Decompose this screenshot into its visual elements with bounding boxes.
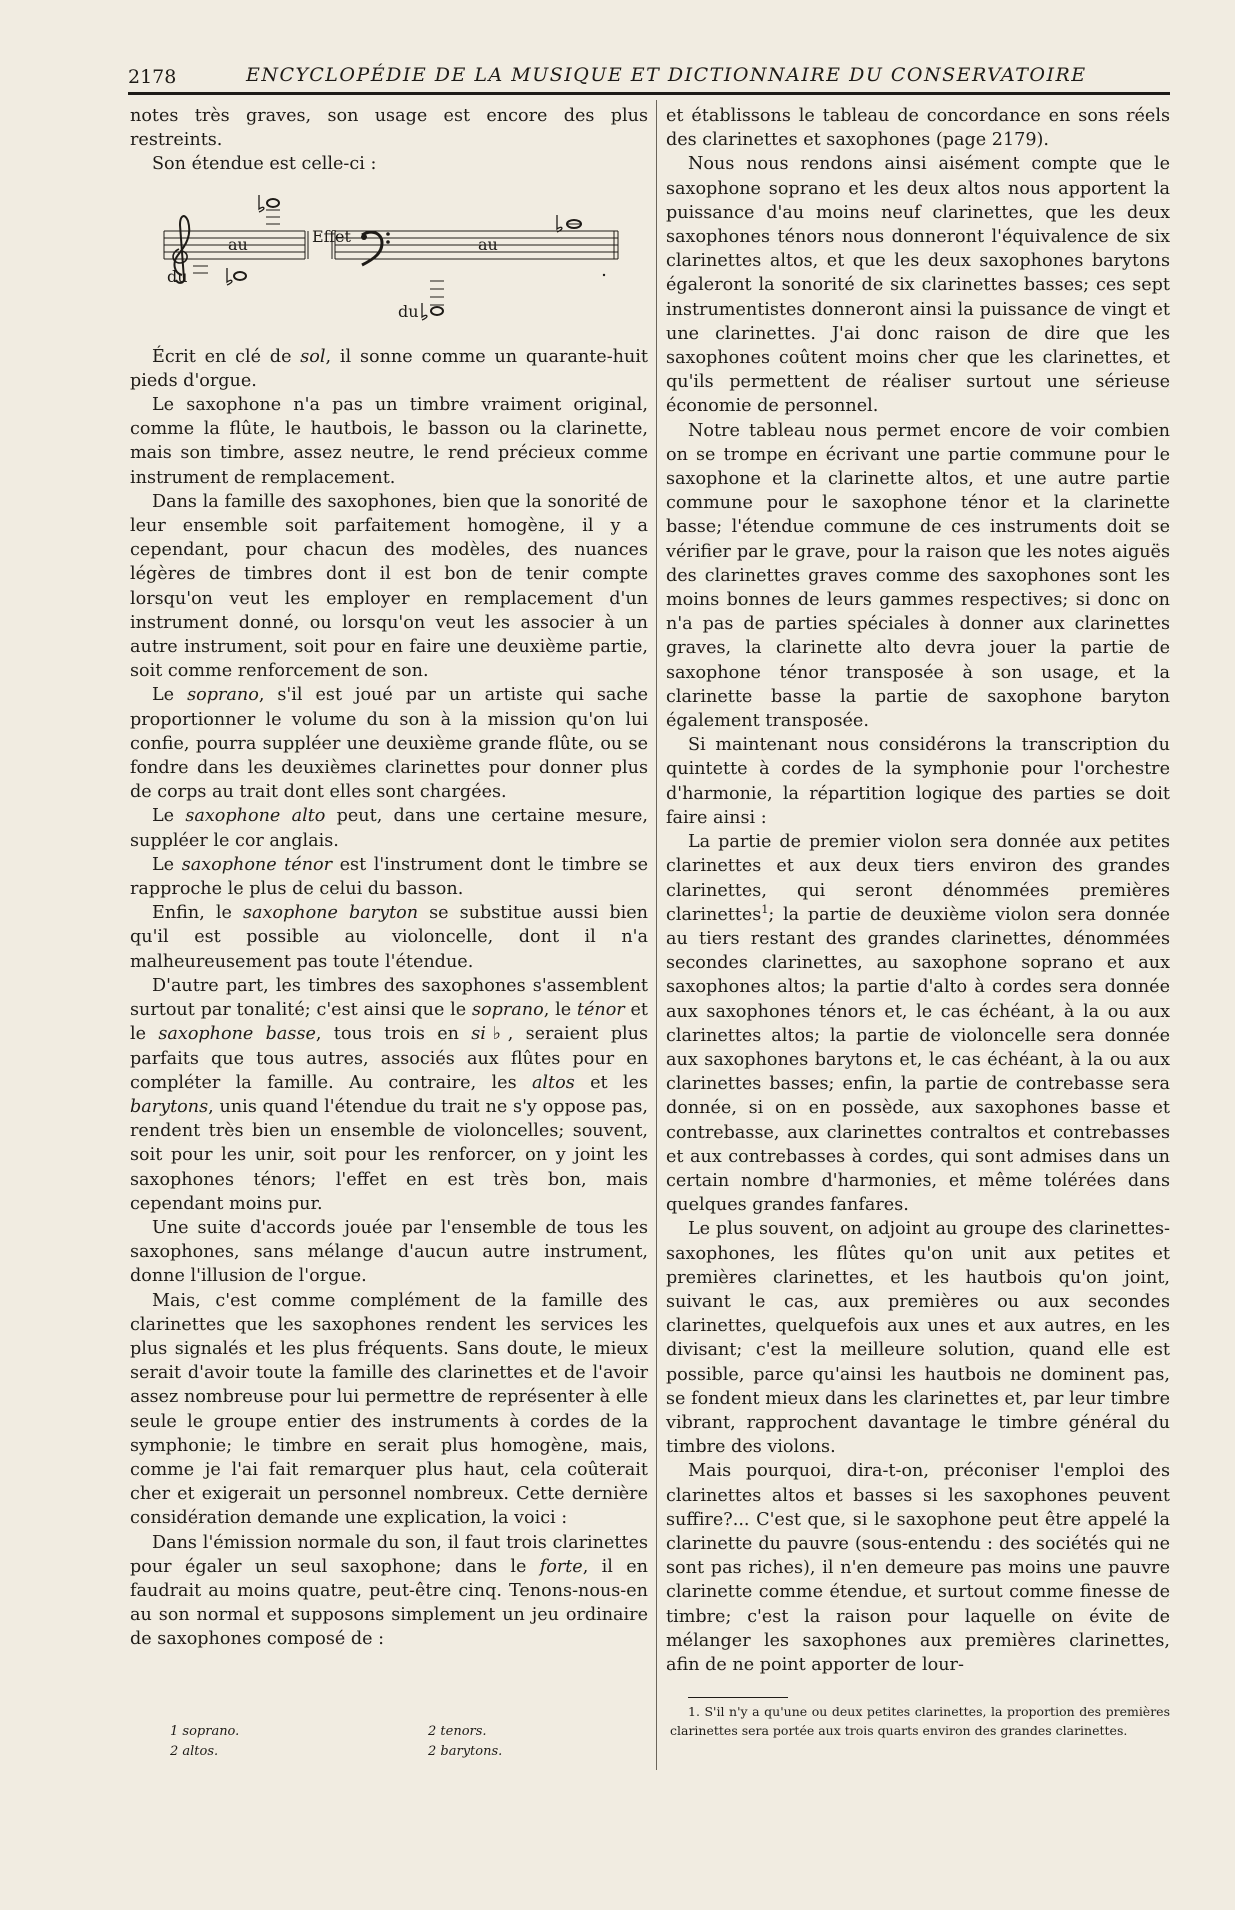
distribution-item: 1 soprano.: [170, 1724, 240, 1739]
paragraph: Enfin, le saxophone baryton se substitue aussi bien qu'il est possible au violoncelle, dont il n'a malheureusement pas toute l'étendue.: [130, 903, 648, 972]
distribution-item: 2 altos.: [170, 1744, 219, 1759]
distribution-item: 2 barytons.: [428, 1744, 503, 1759]
paragraph: La partie de premier violon sera donnée aux petites clarinettes et aux deux tiers environ des grandes clarinettes, qui seront dénommées premières clarinettes$^1$; la partie de deuxième violon sera donnée au tiers restant des grandes clarinettes, dénommées secondes clarinettes, au saxophone soprano et aux saxophones altos; la partie d'alto à cordes sera donnée aux saxophones ténors et, le cas échéant, à la ou aux clarinettes altos; la partie de violoncelle sera donnée aux saxophones barytons et, le cas échéant, à la ou aux clarinettes basses; enfin, la partie de contrebasse sera donnée, si on en possède, aux saxophones basse et contrebasse, aux clarinettes contraltos et contrebasses et aux contrebasses à cordes, qui sont admises dans un certain nombre d'harmonies, et même tolérées dans quelques grandes fanfares.: [666, 832, 1170, 1216]
paragraph: Le saxophone alto peut, dans une certaine mesure, suppléer le cor anglais.: [130, 806, 648, 851]
paragraph: Une suite d'accords jouée par l'ensemble de tous les saxophones, sans mélange d'aucun autre instrument, donne l'illusion de l'orgue.: [130, 1217, 648, 1287]
right-column: [666, 104, 1170, 1677]
paragraph: Son étendue est celle-ci :: [152, 154, 377, 175]
music-label-du: du: [167, 266, 188, 286]
paragraph: Le plus souvent, on adjoint au groupe des clarinettes-saxophones, les flûtes qu'on unit aux petites et premières clarinettes, et les hautbois qu'on joint, suivant le cas, aux premières ou aux secondes clarinettes, quelquefois aux unes et aux autres, en les divisant; c'est la meilleure solution, quand elle est possible, parce qu'ainsi les hautbois ne dominent pas, se fondent mieux dans les clarinettes et, par leur timbre vibrant, rapprochent davantage le timbre général du timbre des violons.: [666, 1219, 1170, 1458]
paragraph: Mais pourquoi, dira-t-on, préconiser l'emploi des clarinettes altos et basses si les saxophones peuvent suffire?... C'est que, si le saxophone peut être appelé la clarinette du pauvre (sous-entendu : des sociétés qui ne sont pas riches), il n'en demeure pas moins une pauvre clarinette comme étendue, et surtout comme finesse de timbre; c'est la raison pour laquelle on évite de mélanger les saxophones aux premières clarinettes, afin de ne point apporter de lour-: [666, 1461, 1170, 1675]
paragraph: Mais, c'est comme complément de la famille des clarinettes que les saxophones rendent les services les plus signalés et les plus fréquents. Sans doute, le mieux serait d'avoir toute la famille des clarinettes et de l'avoir assez nombreuse pour lui permettre de représenter à elle seule le groupe entier des instruments à cordes de la symphonie; le timbre en serait plus homogène, mais, comme je l'ai fait remarquer plus haut, cela coûterait cher et exigerait un personnel nombreux. Cette dernière considération demande une explication, la voici :: [130, 1290, 648, 1529]
column-divider: [656, 100, 657, 1770]
music-label-effet: Effet: [312, 226, 351, 246]
paragraph: Dans la famille des saxophones, bien que la sonorité de leur ensemble soit parfaitement homogène, il y a cependant, pour chacun des modèles, des nuances légères de timbres dont il est bon de tenir compte lorsqu'on veut les employer en remplacement d'un instrument donné, ou lorsqu'on veut les associer à un autre instrument, soit pour en faire une deuxième partie, soit comme renforcement de son.: [130, 491, 648, 682]
paragraph: Nous nous rendons ainsi aisément compte que le saxophone soprano et les deux altos nous apportent la puissance d'au moins neuf clarinettes, que les deux saxophones ténors nous donneront l'équivalence de six clarinettes altos, et que les deux saxophones barytons égaleront la sonorité de six clarinettes basses; ces sept instrumentistes donneront ainsi la puissance de vingt et une clarinettes. J'ai donc raison de dire que les saxophones coûtent moins cher que les clarinettes, et qu'ils permettent de réaliser surtout une sérieuse économie de personnel.: [666, 154, 1170, 417]
paragraph: Si maintenant nous considérons la transcription du quintette à cordes de la symphonie pour l'orchestre d'harmonie, la répartition logique des parties se doit faire ainsi :: [666, 735, 1170, 828]
footnote-rule: [688, 1697, 788, 1698]
paragraph: Le saxophone ténor est l'instrument dont le timbre se rapproche le plus de celui du basson.: [130, 854, 648, 900]
running-title: ENCYCLOPÉDIE DE LA MUSIQUE ET DICTIONNAIRE DU CONSERVATOIRE: [246, 64, 1087, 86]
header-rule: [128, 92, 1170, 95]
paragraph: Le saxophone n'a pas un timbre vraiment original, comme la flûte, le hautbois, le basson ou la clarinette, mais son timbre, assez neutre, le rend précieux comme instrument de remplacement.: [130, 395, 648, 488]
music-label-du: du: [398, 301, 419, 321]
paragraph: D'autre part, les timbres des saxophones s'assemblent surtout par tonalité; c'est ainsi que le soprano, le ténor et le saxophone basse, tous trois en si♭, seraient plus parfaits que tous autres, associés aux flûtes pour en compléter la famille. Au contraire, les altos et les barytons, unis quand l'étendue du trait ne s'y oppose pas, rendent très bien un ensemble de violoncelles; souvent, soit pour les unir, soit pour les renforcer, on y joint les saxophones ténors; l'effet en est très bon, mais cependant moins pur.: [130, 975, 648, 1214]
distribution-item: 2 tenors.: [428, 1724, 487, 1739]
paragraph: et établissons le tableau de concordance en sons réels des clarinettes et saxophones (page 2179).: [666, 106, 1170, 151]
paragraph: notes très graves, son usage est encore des plus restreints.: [130, 106, 648, 151]
paragraph: Le soprano, s'il est joué par un artiste qui sache proportionner le volume du son à la mission qu'on lui confie, pourra suppléer une deuxième grande flûte, ou se fondre dans les deuxièmes clarinettes pour donner plus de corps au trait dont elles sont chargées.: [130, 685, 648, 803]
page-header: [128, 60, 1168, 96]
music-example-range: [130, 183, 648, 333]
paragraph: Dans l'émission normale du son, il faut trois clarinettes pour égaler un seul saxophone; dans le forte, il en faudrait au moins quatre, peut-être cinq. Tenons-nous-en au son normal et supposons simplement un jeu ordinaire de saxophones composé de :: [130, 1532, 648, 1650]
music-staff-drawing: [130, 183, 648, 333]
music-label-au: au: [478, 234, 498, 254]
footnote: 1. S'il n'y a qu'une ou deux petites clarinettes, la proportion des premières clarinettes sera portée aux trois quarts environ des grandes clarinettes.: [670, 1704, 1170, 1738]
paragraph: Écrit en clé de sol, il sonne comme un quarante-huit pieds d'orgue.: [130, 346, 649, 391]
left-column: [130, 104, 648, 1652]
footnote-marker: 1: [761, 902, 769, 916]
page-number: 2178: [128, 66, 177, 88]
paragraph: Notre tableau nous permet encore de voir combien on se trompe en écrivant une partie commune pour le saxophone et la clarinette altos, et une autre partie commune pour le saxophone ténor et la clarinette basse; l'étendue commune de ces instruments doit se vérifier par le grave, pour la raison que les notes aiguës des clarinettes graves comme des saxophones sont les moins bonnes de leurs gammes respectives; si donc on n'a pas de parties spéciales à donner aux clarinettes graves, la clarinette alto devra jouer la partie de saxophone ténor transposée à son usage, et la clarinette basse la partie de saxophone baryton également transposée.: [666, 420, 1170, 732]
music-label-au: au: [228, 234, 248, 254]
